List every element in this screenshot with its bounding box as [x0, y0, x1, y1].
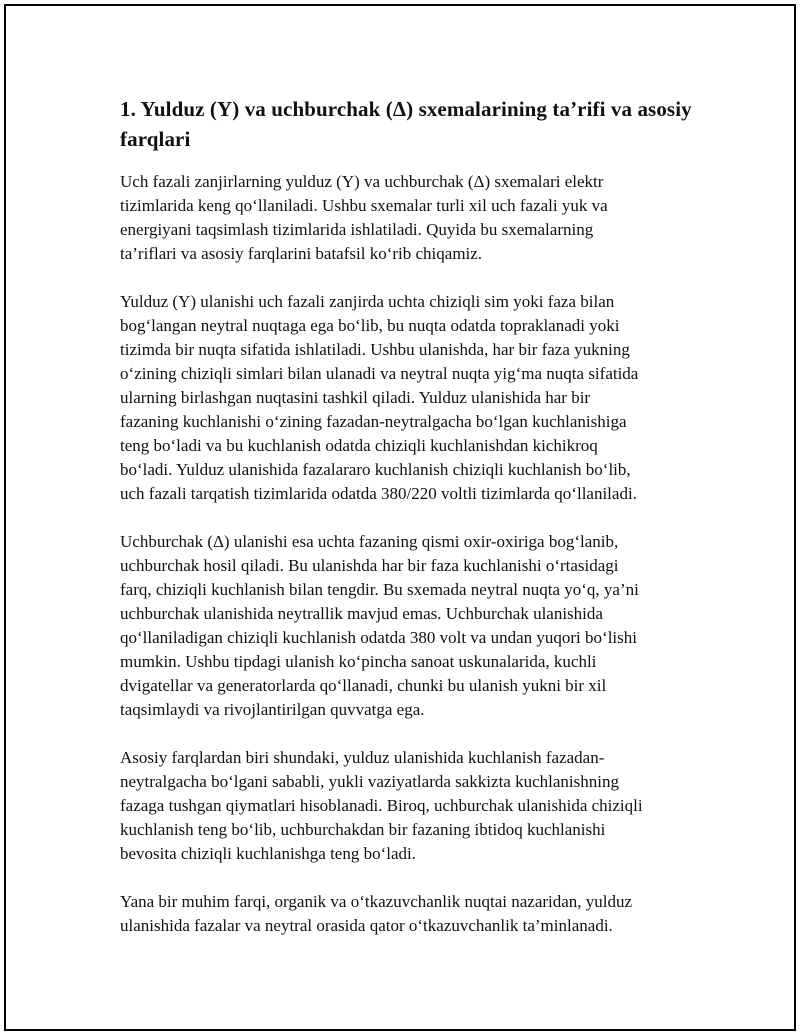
paragraph-delta-connection: Uchburchak (Δ) ulanishi esa uchta fazaning qismi oxir-oxiriga bog‘lanib, uchburchak hosil qiladi. Bu ulanishda har bir faza kuchlanishi o‘rtasidagi farq, chiziqli kuchlanish bilan tengdir. Bu sxemada neytral nuqta yo‘q, ya’ni uchburchak ulanishida neytrallik mavjud emas. Uchburchak ulanishida qo‘llaniladigan chiziqli kuchlanish odatda 380 volt va undan yuqori bo‘lishi mumkin. Ushbu tipdagi ulanish ko‘pincha sanoat uskunalarida, kuchli dvigatellar va generatorlarda qo‘llanadi, chunki bu ulanish yukni bir xil taqsimlaydi va rivojlantirilgan quvvatga ega. — [120, 532, 639, 719]
paragraph-star-connection: Yulduz (Y) ulanishi uch fazali zanjirda uchta chiziqli sim yoki faza bilan bog‘langan neytral nuqtaga ega bo‘lib, bu nuqta odatda topraklanadi yoki tizimda bir nuqta sifatida ishlatiladi. Ushbu ulanishda, har bir faza yukning o‘zining chiziqli simlari bilan ulanadi va neytral nuqta yig‘ma nuqta sifatida ularning birlashgan nuqtasini tashkil qiladi. Yulduz ulanishida har bir fazaning kuchlanishi o‘zining fazadan-neytralgacha bo‘lgan kuchlanishiga teng bo‘ladi va bu kuchlanish odatda chiziqli kuchlanishdan kichikroq bo‘ladi. Yulduz ulanishida fazalararo kuchlanish chiziqli kuchlanish bo‘lib, uch fazali tarqatish tizimlarida odatda 380/220 voltli tizimlarda qo‘llaniladi. — [120, 292, 639, 503]
paragraph-another-difference: Yana bir muhim farqi, organik va o‘tkazuvchanlik nuqtai nazaridan, yulduz ulanishida fazalar va neytral orasida qator o‘tkazuvchanlik ta’minlanadi. — [120, 892, 633, 935]
document-page — [4, 4, 796, 1031]
document-content — [120, 94, 700, 962]
section-title: 1. Yulduz (Y) va uchburchak (Δ) sxemalarining ta’rifi va asosiy farqlari — [120, 97, 692, 151]
paragraph-intro: Uch fazali zanjirlarning yulduz (Y) va uchburchak (Δ) sxemalari elektr tizimlarida keng qo‘llaniladi. Ushbu sxemalar turli xil uch fazali yuk va energiyani taqsimlash tizimlarida ishlatiladi. Quyida bu sxemalarning ta’riflari va asosiy farqlarini batafsil ko‘rib chiqamiz. — [120, 172, 608, 263]
paragraph-main-difference: Asosiy farqlardan biri shundaki, yulduz ulanishida kuchlanish fazadan- neytralgacha bo‘lgani sababli, yukli vaziyatlarda sakkizta kuchlanishning fazaga tushgan qiymatlari hisoblanadi. Biroq, uchburchak ulanishida chiziqli kuchlanish teng bo‘lib, uchburchakdan bir fazaning ibtidoq kuchlanishi bevosita chiziqli kuchlanishga teng bo‘ladi. — [120, 748, 643, 863]
